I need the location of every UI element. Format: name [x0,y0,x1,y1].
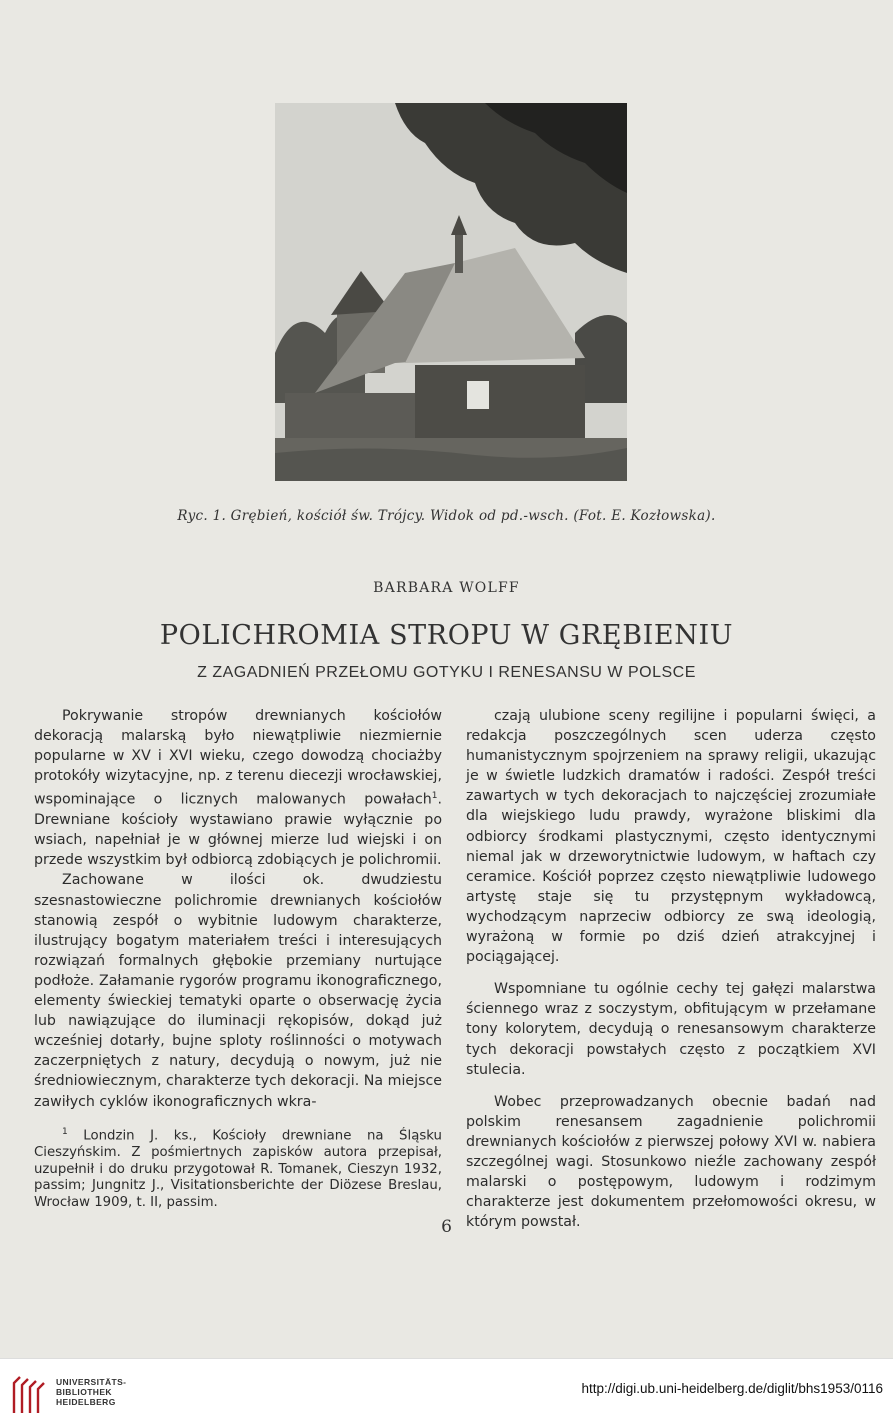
footnote [34,1124,442,1211]
paragraph-text: . Drewniane kościoły wystawiano prawie wyłącznie po wsiach, napełniał je w głównej mierze lud wiejski i on przede wszystkim był odbiorcą zdobiących je polichromii. [34,792,442,869]
article-author: BARBARA WOLFF [373,580,520,596]
paragraph: Wspomniane tu ogólnie cechy tej gałęzi malarstwa ściennego wraz z soczystym, obfitującym w przełamane tony kolorytem, decydują o renesansowym charakterze tych dekoracji powstałych często z początkiem XVI stulecia. [466,981,876,1078]
church-photograph [275,103,627,481]
church-image [275,103,627,481]
paragraph: Wobec przeprowadzanych obecnie badań nad polskim renesansem zagadnienie polichromii drewnianych kościołów z pierwszej połowy XVI w. nabiera szczególnej wagi. Stosunkowo nieźle zachowany zespół malarski o postępowym, ludowym i rodzimym charakterze jest dokumentem przełomowości okresu, w którym powstał. [466,1093,876,1231]
university-library-logo-icon [10,1373,50,1417]
article-subtitle: Z ZAGADNIEŃ PRZEŁOMU GOTYKU I RENESANSU W POLSCE [197,664,696,681]
page-number: 6 [441,1217,452,1237]
footnote-number: 1 [62,1127,68,1137]
paragraph: czają ulubione sceny regilijne i popularni święci, a redakcja poszczególnych scen uderza często humanistycznym spojrzeniem na sprawy religii, ukazując je w świetle ludzkich dramatów i radości. Zespół treści zawartych w tych dekoracjach to najczęściej zrozumiałe dla wiejskiego ludu prawdy, wyrażone bliskimi dla odbiorcy środkami plastycznymi, często identycznymi niemal jak w drzeworytnictwie ludowym, w haftach czy ceramice. Kościół poprzez często niewątpliwie ludowego artystę staje się tu przystępnym wykładowcą, wychodzącym naprzeciw odbiorcy ze swą ideologią, wyrażoną w formie po dziś dzień atrakcyjnej i pociągającej. [466,708,876,966]
article-title: POLICHROMIA STROPU W GRĘBIENIU [159,620,734,651]
footnote-ref: 1 [431,791,438,802]
paragraph [34,706,442,870]
footnote-text: Londzin J. ks., Kościoły drewniane na Śląsku Cieszyńskim. Z pośmiertnych zapisków autora przepisał, uzupełnił i do druku przygotował R. Tomanek, Cieszyn 1932, passim; Jungnitz J., Visitationsberichte der Diözese Breslau, Wrocław 1909, t. II, passim. [34,1128,442,1210]
permalink-url[interactable]: http://digi.ub.uni-heidelberg.de/diglit/bhs1953/0116 [581,1381,883,1396]
viewer-footer [0,1358,893,1427]
paragraph-text: Pokrywanie stropów drewnianych kościołów dekoracją malarską było niewątpliwie niezmiernie popularne w XV i XVI wieku, czego dowodzą chociażby protokóły wizytacyjne, np. z terenu diecezji wrocławskiej, wspominające o licznych malowanych powałach [34,708,442,809]
right-column [466,706,876,1232]
library-name: UNIVERSITÄTS- BIBLIOTHEK HEIDELBERG [56,1377,127,1407]
figure-caption: Ryc. 1. Grębień, kościół św. Trójcy. Widok od pd.-wsch. (Fot. E. Kozłowska). [177,508,716,524]
paragraph: Zachowane w ilości ok. dwudziestu szesnastowieczne polichromie drewnianych kościołów stanowią zespół o wybitnie ludowym charakterze, ilustrujący bogatym materiałem treści i interesujących rozwiązań formalnych głębokie przemiany nurtujące podłoże. Załamanie rygorów programu ikonograficznego, elementy świeckiej tematyki oparte o obserwację życia lub nawiązujące do iluminacji rękopisów, dokąd już wcześniej dotarły, bujne sploty roślinności o motywach zaczerpniętych z natury, decydują o nowym, już nie średniowiecznym, charakterze tych dekoracji. Na miejsce zawiłych cyklów ikonograficznych wkra- [34,872,442,1110]
left-column [34,706,442,1112]
